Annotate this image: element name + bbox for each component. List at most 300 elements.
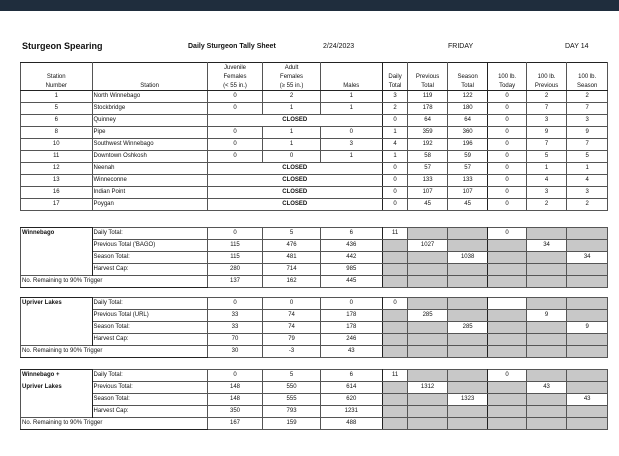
daily-total <box>382 240 408 252</box>
daily-total: 0 <box>382 175 408 187</box>
lb100-today: 0 <box>488 91 526 103</box>
lb100-season <box>567 228 608 240</box>
lb100-season: 34 <box>567 252 608 264</box>
lb100-previous <box>526 334 567 346</box>
juvenile-females: 33 <box>207 322 262 334</box>
column-header-daily-total: Total <box>382 81 408 91</box>
lb100-previous: 2 <box>526 199 567 211</box>
daily-total: 0 <box>382 115 408 127</box>
daily-total: 0 <box>382 298 408 310</box>
summary-area-label <box>21 334 93 346</box>
juvenile-females: 0 <box>207 370 262 382</box>
juvenile-females: 115 <box>207 240 262 252</box>
column-header-adult: (≥ 55 in.) <box>263 81 321 91</box>
station-name: Indian Point <box>92 187 207 199</box>
juvenile-females: 137 <box>207 276 262 288</box>
daily-total: 2 <box>382 103 408 115</box>
season-total <box>447 334 488 346</box>
summary-row-label: Season Total: <box>92 322 207 334</box>
lb100-today: 0 <box>488 175 526 187</box>
station-row <box>21 187 608 199</box>
summary-row-label: Daily Total: <box>92 370 207 382</box>
season-total <box>447 346 488 358</box>
column-header-juvenile: Juvenile <box>207 63 262 73</box>
previous-total: 64 <box>408 115 447 127</box>
season-total: 45 <box>447 199 488 211</box>
lb100-previous: 34 <box>526 240 567 252</box>
lb100-season <box>567 298 608 310</box>
summary-area-label: Upriver Lakes <box>21 298 93 310</box>
station-number: 12 <box>21 163 93 175</box>
lb100-today <box>488 298 526 310</box>
summary-area-label: Winnebago <box>21 228 93 240</box>
season-total: 1038 <box>447 252 488 264</box>
lb100-season: 9 <box>567 322 608 334</box>
station-number: 16 <box>21 187 93 199</box>
juvenile-females: 0 <box>207 151 262 163</box>
column-header-lb100-today <box>488 63 526 73</box>
juvenile-females: 0 <box>207 91 262 103</box>
lb100-today <box>488 240 526 252</box>
season-total: 196 <box>447 139 488 151</box>
station-number: 8 <box>21 127 93 139</box>
summary-area-label: Upriver Lakes <box>21 382 93 394</box>
summary-area-label: Winnebago + <box>21 370 93 382</box>
lb100-today: 0 <box>488 151 526 163</box>
males: 3 <box>320 139 382 151</box>
adult-females: 714 <box>263 264 321 276</box>
males: 43 <box>320 346 382 358</box>
lb100-season: 7 <box>567 139 608 151</box>
column-header-males <box>320 72 382 81</box>
adult-females: 162 <box>263 276 321 288</box>
lb100-season: 2 <box>567 91 608 103</box>
closed-label: CLOSED <box>207 187 382 199</box>
season-total: 64 <box>447 115 488 127</box>
previous-total <box>408 418 447 430</box>
males: 1 <box>320 91 382 103</box>
males: 6 <box>320 370 382 382</box>
station-number: 6 <box>21 115 93 127</box>
males: 442 <box>320 252 382 264</box>
summary-area-label <box>21 240 93 252</box>
males: 6 <box>320 228 382 240</box>
daily-total <box>382 394 408 406</box>
station-number: 13 <box>21 175 93 187</box>
daily-total: 11 <box>382 228 408 240</box>
lb100-today <box>488 394 526 406</box>
season-total <box>447 228 488 240</box>
lb100-season: 9 <box>567 127 608 139</box>
column-header-lb100-season: 100 lb. <box>567 72 608 81</box>
station-name: North Winnebago <box>92 91 207 103</box>
tally-sheet <box>20 40 610 440</box>
summary-row <box>21 298 608 310</box>
lb100-previous <box>526 298 567 310</box>
column-header-station-number: Number <box>21 81 93 91</box>
daily-total: 4 <box>382 139 408 151</box>
summary-table <box>20 369 608 430</box>
juvenile-females: 148 <box>207 382 262 394</box>
summary-area-label <box>21 310 93 322</box>
column-header-station: Station <box>92 81 207 91</box>
station-row <box>21 163 608 175</box>
daily-total <box>382 418 408 430</box>
juvenile-females: 0 <box>207 298 262 310</box>
previous-total <box>408 264 447 276</box>
lb100-today <box>488 346 526 358</box>
daily-total <box>382 322 408 334</box>
juvenile-females: 280 <box>207 264 262 276</box>
season-total <box>447 276 488 288</box>
previous-total <box>408 252 447 264</box>
adult-females: 74 <box>263 310 321 322</box>
column-header-season-total: Season <box>447 72 488 81</box>
lb100-season <box>567 264 608 276</box>
lb100-previous <box>526 370 567 382</box>
column-header-daily-total <box>382 63 408 73</box>
lb100-season: 4 <box>567 175 608 187</box>
lb100-season <box>567 334 608 346</box>
previous-total <box>408 322 447 334</box>
lb100-season: 43 <box>567 394 608 406</box>
column-header-previous-total: Previous <box>408 72 447 81</box>
males: 0 <box>320 127 382 139</box>
males: 488 <box>320 418 382 430</box>
season-total: 360 <box>447 127 488 139</box>
summary-row <box>21 406 608 418</box>
previous-total: 178 <box>408 103 447 115</box>
lb100-previous: 4 <box>526 175 567 187</box>
lb100-season <box>567 418 608 430</box>
summary-row-label: Previous Total: <box>92 382 207 394</box>
juvenile-females: 0 <box>207 139 262 151</box>
adult-females: 550 <box>263 382 321 394</box>
previous-total <box>408 394 447 406</box>
column-header-lb100-today: Today <box>488 81 526 91</box>
lb100-today: 0 <box>488 187 526 199</box>
daily-total: 0 <box>382 187 408 199</box>
lb100-today <box>488 252 526 264</box>
column-header-adult: Females <box>263 72 321 81</box>
males: 246 <box>320 334 382 346</box>
column-header-station-number <box>21 63 93 73</box>
lb100-previous <box>526 322 567 334</box>
lb100-previous <box>526 418 567 430</box>
lb100-today <box>488 406 526 418</box>
column-header-lb100-previous <box>526 63 567 73</box>
previous-total <box>408 228 447 240</box>
lb100-today <box>488 382 526 394</box>
lb100-previous: 5 <box>526 151 567 163</box>
lb100-previous <box>526 276 567 288</box>
previous-total: 58 <box>408 151 447 163</box>
remaining-row <box>21 346 608 358</box>
juvenile-females: 70 <box>207 334 262 346</box>
summary-row-label: Previous Total ('BAGO) <box>92 240 207 252</box>
summary-row-label: Previous Total (URL) <box>92 310 207 322</box>
daily-total: 0 <box>382 199 408 211</box>
previous-total: 119 <box>408 91 447 103</box>
header-row <box>21 81 608 91</box>
previous-total: 192 <box>408 139 447 151</box>
summary-row-label: Harvest Cap: <box>92 334 207 346</box>
lb100-previous <box>526 252 567 264</box>
daily-total <box>382 276 408 288</box>
season-total: 107 <box>447 187 488 199</box>
summary-row <box>21 394 608 406</box>
males: 1 <box>320 103 382 115</box>
lb100-today: 0 <box>488 370 526 382</box>
juvenile-females: 167 <box>207 418 262 430</box>
daily-total: 1 <box>382 151 408 163</box>
summary-area-label <box>21 406 93 418</box>
lb100-previous <box>526 394 567 406</box>
daily-total <box>382 264 408 276</box>
header-row <box>21 72 608 81</box>
adult-females: 79 <box>263 334 321 346</box>
adult-females: 5 <box>263 228 321 240</box>
station-name: Winneconne <box>92 175 207 187</box>
summary-row-label: Harvest Cap: <box>92 264 207 276</box>
previous-total: 1312 <box>408 382 447 394</box>
station-name: Pipe <box>92 127 207 139</box>
lb100-season <box>567 276 608 288</box>
column-header-previous-total <box>408 63 447 73</box>
lb100-today: 0 <box>488 115 526 127</box>
previous-total: 57 <box>408 163 447 175</box>
males: 436 <box>320 240 382 252</box>
previous-total: 285 <box>408 310 447 322</box>
juvenile-females: 148 <box>207 394 262 406</box>
lb100-season: 5 <box>567 151 608 163</box>
juvenile-females: 0 <box>207 127 262 139</box>
previous-total: 45 <box>408 199 447 211</box>
lb100-season <box>567 310 608 322</box>
summary-row-label: Daily Total: <box>92 228 207 240</box>
lb100-season: 3 <box>567 187 608 199</box>
summary-row <box>21 240 608 252</box>
season-total: 1323 <box>447 394 488 406</box>
males: 985 <box>320 264 382 276</box>
juvenile-females: 33 <box>207 310 262 322</box>
header-row <box>21 63 608 73</box>
daily-total <box>382 334 408 346</box>
males: 620 <box>320 394 382 406</box>
lb100-season <box>567 370 608 382</box>
station-number: 10 <box>21 139 93 151</box>
lb100-previous: 9 <box>526 127 567 139</box>
juvenile-females: 0 <box>207 103 262 115</box>
sheet-weekday: FRIDAY <box>448 43 474 50</box>
previous-total <box>408 276 447 288</box>
adult-females: 74 <box>263 322 321 334</box>
summary-row <box>21 310 608 322</box>
column-header-juvenile: Females <box>207 72 262 81</box>
juvenile-females: 30 <box>207 346 262 358</box>
daily-total <box>382 406 408 418</box>
closed-label: CLOSED <box>207 163 382 175</box>
column-header-males: Males <box>320 81 382 91</box>
column-header-lb100-season <box>567 63 608 73</box>
lb100-season <box>567 240 608 252</box>
column-header-adult: Adult <box>263 63 321 73</box>
column-header-lb100-previous: 100 lb. <box>526 72 567 81</box>
season-total: 285 <box>447 322 488 334</box>
lb100-previous <box>526 406 567 418</box>
column-header-lb100-season: Season <box>567 81 608 91</box>
adult-females: 0 <box>263 298 321 310</box>
season-total: 133 <box>447 175 488 187</box>
adult-females: 476 <box>263 240 321 252</box>
lb100-previous <box>526 264 567 276</box>
lb100-today <box>488 322 526 334</box>
column-header-previous-total: Total <box>408 81 447 91</box>
summary-row <box>21 252 608 264</box>
adult-females: 1 <box>263 103 321 115</box>
season-total: 59 <box>447 151 488 163</box>
summary-area-label <box>21 322 93 334</box>
lb100-today: 0 <box>488 163 526 175</box>
season-total: 57 <box>447 163 488 175</box>
closed-label: CLOSED <box>207 199 382 211</box>
males: 0 <box>320 298 382 310</box>
station-row <box>21 139 608 151</box>
males: 178 <box>320 322 382 334</box>
season-total <box>447 298 488 310</box>
lb100-today <box>488 334 526 346</box>
station-row <box>21 127 608 139</box>
lb100-previous: 3 <box>526 187 567 199</box>
juvenile-females: 350 <box>207 406 262 418</box>
lb100-previous: 2 <box>526 91 567 103</box>
station-row <box>21 199 608 211</box>
lb100-today <box>488 418 526 430</box>
station-row <box>21 151 608 163</box>
daily-total <box>382 346 408 358</box>
station-name: Stockbridge <box>92 103 207 115</box>
daily-total <box>382 382 408 394</box>
station-table <box>20 62 608 211</box>
daily-total <box>382 252 408 264</box>
summary-row-label: Harvest Cap: <box>92 406 207 418</box>
season-total <box>447 240 488 252</box>
lb100-previous: 1 <box>526 163 567 175</box>
season-total <box>447 418 488 430</box>
adult-females: 0 <box>263 151 321 163</box>
lb100-previous: 43 <box>526 382 567 394</box>
station-name: Neenah <box>92 163 207 175</box>
adult-females: 2 <box>263 91 321 103</box>
daily-total <box>382 310 408 322</box>
closed-label: CLOSED <box>207 175 382 187</box>
previous-total <box>408 298 447 310</box>
summary-table <box>20 297 608 358</box>
summary-row <box>21 382 608 394</box>
station-name: Poygan <box>92 199 207 211</box>
top-bar <box>0 0 619 11</box>
season-total <box>447 382 488 394</box>
station-number: 17 <box>21 199 93 211</box>
remaining-row <box>21 276 608 288</box>
lb100-today: 0 <box>488 139 526 151</box>
adult-females: 1 <box>263 127 321 139</box>
daily-total: 11 <box>382 370 408 382</box>
station-name: Quinney <box>92 115 207 127</box>
summary-area-label <box>21 264 93 276</box>
season-total <box>447 310 488 322</box>
lb100-previous: 9 <box>526 310 567 322</box>
station-row <box>21 103 608 115</box>
season-total: 180 <box>447 103 488 115</box>
column-header-station-number: Station <box>21 72 93 81</box>
lb100-previous <box>526 228 567 240</box>
lb100-previous: 7 <box>526 139 567 151</box>
summary-row-label: Season Total: <box>92 394 207 406</box>
lb100-season <box>567 406 608 418</box>
males: 1 <box>320 151 382 163</box>
lb100-today: 0 <box>488 127 526 139</box>
station-name: Southwest Winnebago <box>92 139 207 151</box>
adult-females: -3 <box>263 346 321 358</box>
summary-row <box>21 322 608 334</box>
sheet-day: DAY 14 <box>565 43 589 50</box>
adult-females: 481 <box>263 252 321 264</box>
summary-row <box>21 228 608 240</box>
adult-females: 793 <box>263 406 321 418</box>
lb100-today: 0 <box>488 228 526 240</box>
remaining-row <box>21 418 608 430</box>
daily-total: 0 <box>382 163 408 175</box>
lb100-previous <box>526 346 567 358</box>
column-header-males <box>320 63 382 73</box>
summary-table <box>20 227 608 288</box>
station-row <box>21 91 608 103</box>
sheet-date: 2/24/2023 <box>323 43 355 50</box>
lb100-previous: 3 <box>526 115 567 127</box>
lb100-today <box>488 276 526 288</box>
sheet-title: Sturgeon Spearing <box>22 41 103 51</box>
summary-row <box>21 264 608 276</box>
lb100-today <box>488 310 526 322</box>
adult-females: 5 <box>263 370 321 382</box>
previous-total <box>408 346 447 358</box>
sheet-header <box>20 40 610 54</box>
daily-total: 1 <box>382 127 408 139</box>
summary-row-label: Season Total: <box>92 252 207 264</box>
remaining-label: No. Remaining to 90% Trigger <box>21 346 208 358</box>
previous-total: 133 <box>408 175 447 187</box>
previous-total <box>408 406 447 418</box>
sheet-name: Daily Sturgeon Tally Sheet <box>188 43 276 50</box>
previous-total <box>408 334 447 346</box>
column-header-daily-total: Daily <box>382 72 408 81</box>
season-total: 122 <box>447 91 488 103</box>
lb100-season: 1 <box>567 163 608 175</box>
closed-label: CLOSED <box>207 115 382 127</box>
summary-area-label <box>21 394 93 406</box>
summary-area-label <box>21 252 93 264</box>
lb100-previous: 7 <box>526 103 567 115</box>
column-header-station <box>92 72 207 81</box>
previous-total: 107 <box>408 187 447 199</box>
lb100-today: 0 <box>488 103 526 115</box>
summary-row <box>21 334 608 346</box>
previous-total: 359 <box>408 127 447 139</box>
adult-females: 159 <box>263 418 321 430</box>
column-header-lb100-today: 100 lb. <box>488 72 526 81</box>
season-total <box>447 370 488 382</box>
